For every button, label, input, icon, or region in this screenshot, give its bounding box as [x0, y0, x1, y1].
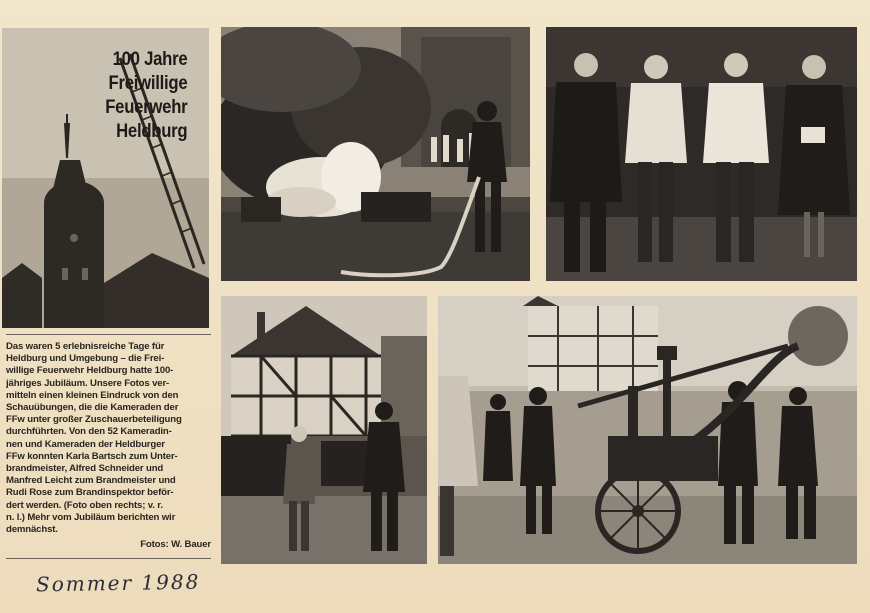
- headline: [105, 48, 187, 144]
- caption-top-rule: [6, 334, 211, 335]
- caption-line: dert werden. (Foto oben rechts; v. r.: [6, 499, 163, 511]
- caption-bottom-rule: [6, 558, 211, 559]
- title-photo-church-ladder: [2, 28, 209, 328]
- headline-line: Feuerwehr: [104, 97, 187, 118]
- fire-exercise-image: [221, 27, 530, 281]
- photo-credit: Fotos: W. Bauer: [140, 539, 211, 550]
- caption-line: jähriges Jubiläum. Unsere Fotos ver-: [6, 377, 170, 389]
- caption-line: durchführten. Von den 52 Kameradin-: [6, 426, 172, 438]
- promotion-group-image: [546, 27, 857, 281]
- headline-line: Heldburg: [115, 121, 187, 142]
- caption-line: Manfred Leicht zum Brandmeister und: [6, 475, 176, 487]
- headline-line: 100 Jahre: [112, 49, 187, 70]
- caption-line: Das waren 5 erlebnisreiche Tage für: [6, 341, 165, 352]
- caption-line: Rudi Rose zum Brandinspektor beför-: [6, 487, 174, 499]
- caption-line: nen und Kameraden der Heldburger: [6, 438, 165, 450]
- article-caption: [6, 341, 211, 550]
- caption-line: FFw unter großer Zuschauerbeteiligung: [6, 414, 182, 426]
- photo-half-timbered-houses: [221, 296, 427, 564]
- photo-historic-hand-pump: [438, 296, 857, 564]
- caption-line: Heldburg und Umgebung – die Frei-: [6, 353, 165, 365]
- photo-fire-exercise: [221, 27, 530, 281]
- caption-line: FFw konnten Karla Bartsch zum Unter-: [6, 450, 178, 462]
- photo-promoted-firefighters: [546, 27, 857, 281]
- handwritten-date-note: Sommer 1988: [35, 569, 201, 597]
- caption-line: Schauübungen, die die Kameraden der: [6, 402, 179, 414]
- caption-line: demnächst.: [6, 524, 58, 536]
- headline-line: Freiwillige: [108, 73, 187, 94]
- caption-line: brandmeister, Alfred Schneider und: [6, 463, 164, 475]
- hand-pump-image: [438, 296, 857, 564]
- caption-line: mitteln einen kleinen Eindruck von den: [6, 389, 179, 401]
- houses-crowd-image: [221, 296, 427, 564]
- caption-line: n. l.) Mehr vom Jubiläum berichten wir: [6, 511, 176, 523]
- caption-line: willige Feuerwehr Heldburg hatte 100-: [6, 365, 174, 377]
